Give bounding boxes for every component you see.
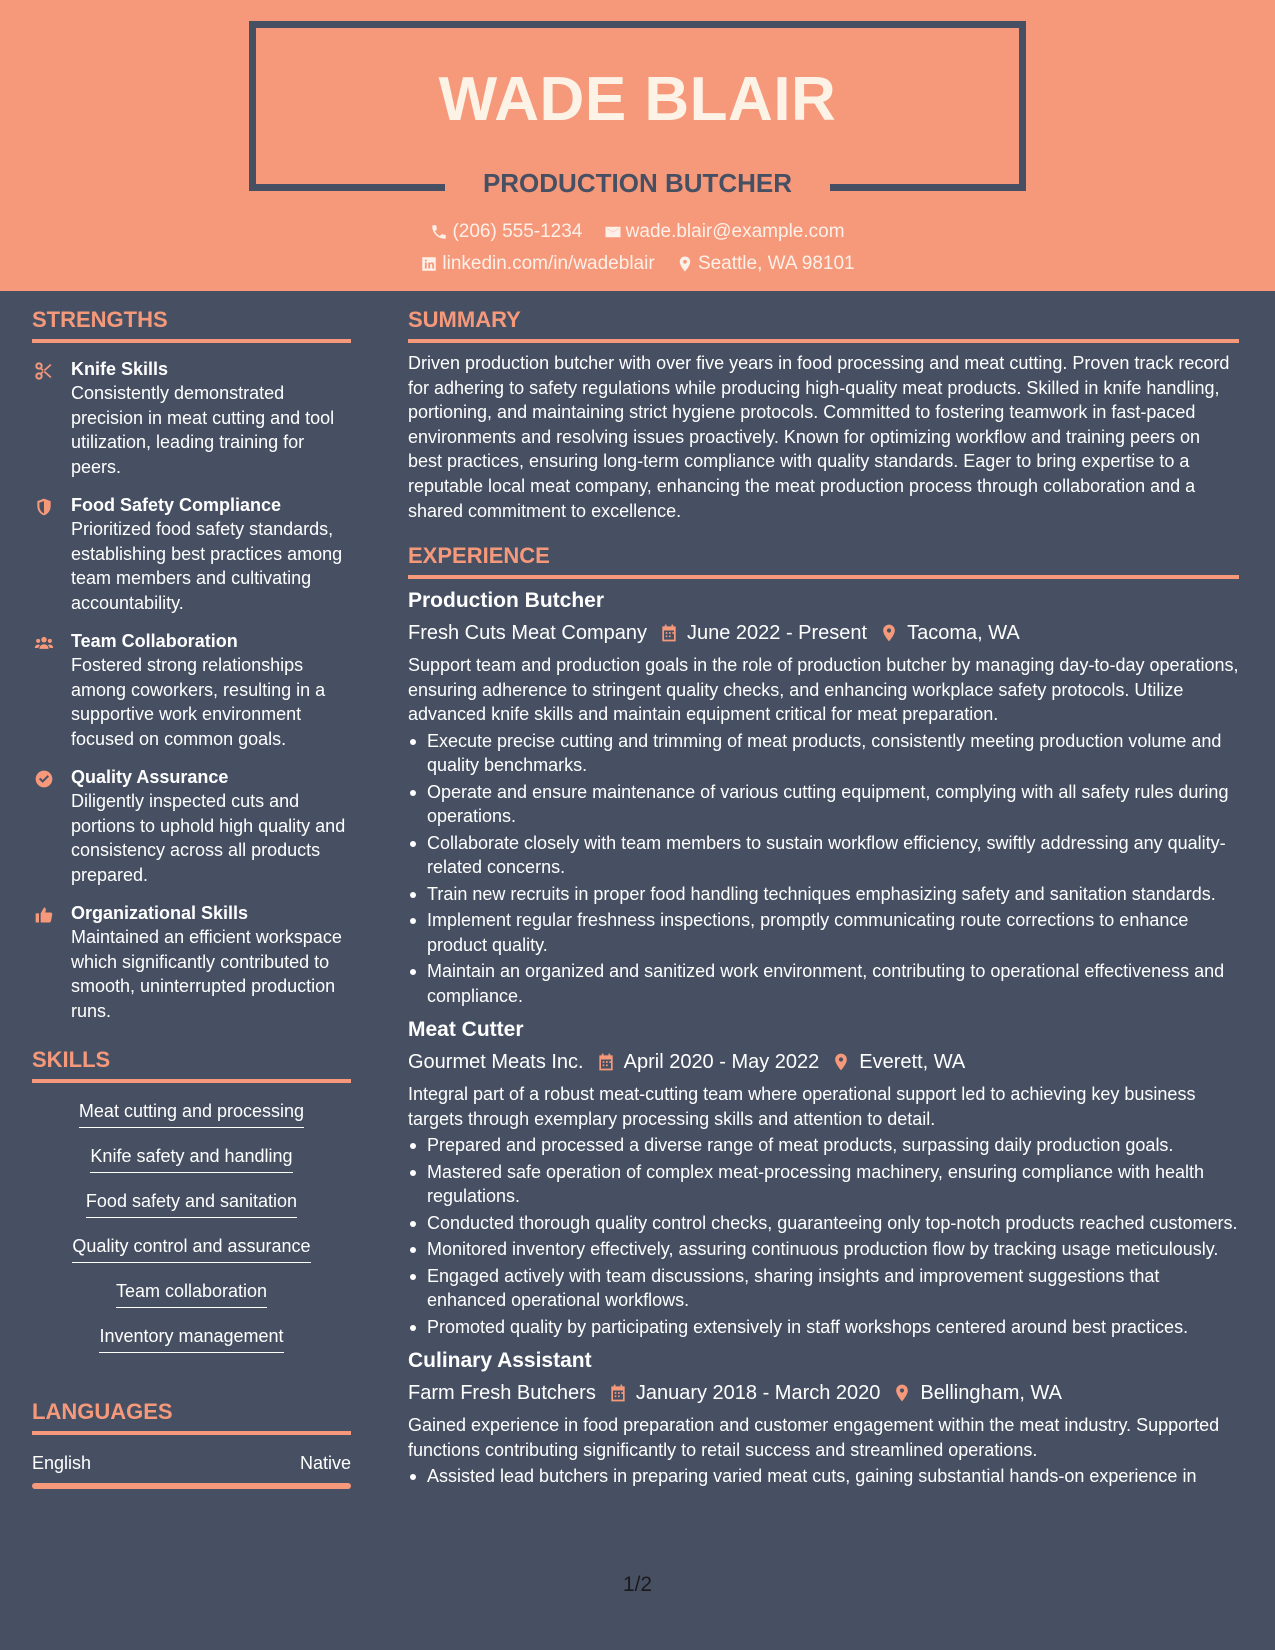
skill-label: Quality control and assurance [72,1234,310,1263]
job-bullet: Prepared and processed a diverse range of meat products, surpassing daily production goals. [408,1133,1239,1158]
job-company: Gourmet Meats Inc. [408,1051,584,1074]
users-icon [34,633,54,653]
experience-rule [408,575,1239,579]
job-bullet: Execute precise cutting and trimming of meat products, consistently meeting production volume and quality benchmarks. [408,729,1239,778]
skills-title: SKILLS [32,1047,111,1072]
phone-text: (206) 555-1234 [452,221,583,242]
email-text: wade.blair@example.com [625,221,845,242]
right-column [408,305,1239,1491]
skill-item [32,1189,351,1218]
strength-title: Quality Assurance [71,767,229,787]
language-name: English [32,1453,92,1473]
language-level: Native [299,1453,351,1473]
job-title: Meat Cutter [408,1018,524,1042]
scissors-icon [34,361,54,381]
skill-label: Team collaboration [116,1279,267,1308]
skill-label: Inventory management [99,1324,283,1353]
language-proficiency-bar [32,1483,351,1489]
languages-title: LANGUAGES [32,1399,173,1424]
phone-icon [430,223,448,241]
skill-label: Meat cutting and processing [79,1099,304,1128]
languages-rule [32,1431,351,1435]
location-contact [676,251,855,277]
job-dates: April 2020 - May 2022 [623,1051,820,1074]
strength-desc: Consistently demonstrated precision in meat cutting and tool utilization, leading training for peers. [71,383,335,477]
resume-header [0,0,1275,291]
strength-item [32,765,351,887]
summary-rule [408,339,1239,343]
skills-rule [32,1079,351,1083]
candidate-role: PRODUCTION BUTCHER [482,168,793,198]
job-bullet: Engaged actively with team discussions, sharing insights and improvement suggestions that enhanced operational workflows. [408,1264,1239,1313]
envelope-icon [604,223,622,241]
map-pin-icon [892,1383,912,1403]
job-location: Bellingham, WA [920,1382,1062,1405]
strength-item [32,493,351,615]
strength-item [32,629,351,751]
job-bullet: Conducted thorough quality control checks, guaranteeing only top-notch products reached customers. [408,1211,1239,1236]
skill-label: Food safety and sanitation [86,1189,297,1218]
map-pin-icon [831,1052,851,1072]
job-bullet: Maintain an organized and sanitized work environment, contributing to operational effectiveness and compliance. [408,959,1239,1008]
skill-item [32,1279,351,1308]
job-meta [408,619,1239,647]
phone-contact[interactable] [430,219,582,245]
strength-desc: Prioritized food safety standards, establishing best practices among team members and cultivating accountability. [71,519,343,613]
job-meta [408,1379,1239,1407]
map-pin-icon [879,623,899,643]
job-company: Fresh Cuts Meat Company [408,622,647,645]
strength-item [32,357,351,479]
job-bullet: Promoted quality by participating extensively in staff workshops centered around best practices. [408,1315,1239,1340]
skill-label: Knife safety and handling [90,1144,292,1173]
skill-item [32,1099,351,1128]
calendar-icon [608,1383,628,1403]
candidate-name: WADE BLAIR [438,65,837,134]
job-dates: January 2018 - March 2020 [635,1382,881,1405]
job-description: Support team and production goals in the role of production butcher by managing day-to-day operations, ensuring adherence to stringent quality checks, and enhancing workplace safety protocols. Utilize advanced knife skills and maintain equipment critical for meat preparation. [408,655,1239,725]
shield-icon [34,497,54,517]
location-text: Seattle, WA 98101 [697,253,855,274]
language-row [32,1451,351,1475]
job-bullet: Operate and ensure maintenance of various cutting equipment, complying with all safety rules during operations. [408,780,1239,829]
job-bullet: Mastered safe operation of complex meat-processing machinery, ensuring compliance with health regulations. [408,1160,1239,1209]
strength-title: Team Collaboration [71,631,238,651]
strength-desc: Fostered strong relationships among coworkers, resulting in a supportive work environment focused on common goals. [71,655,326,749]
job-location: Tacoma, WA [907,622,1020,645]
thumbs-up-icon [34,905,54,925]
job-bullet: Monitored inventory effectively, assuring continuous production flow by tracking usage meticulously. [408,1237,1239,1262]
job-bullets [408,1133,1239,1339]
job-bullets [408,729,1239,1009]
job-company: Farm Fresh Butchers [408,1382,596,1405]
linkedin-contact[interactable] [420,251,654,277]
contact-row-1 [0,219,1275,249]
strength-title: Organizational Skills [71,903,249,923]
strength-desc: Diligently inspected cuts and portions to uphold high quality and consistency across all products prepared. [71,791,346,885]
strengths-title: STRENGTHS [32,307,168,332]
job-title: Production Butcher [408,589,605,613]
strength-title: Knife Skills [71,359,169,379]
strengths-rule [32,339,351,343]
calendar-icon [659,623,679,643]
skill-item [32,1324,351,1353]
experience-title: EXPERIENCE [408,543,550,569]
job-bullet: Implement regular freshness inspections, promptly communicating route corrections to enhance product quality. [408,908,1239,957]
skill-item [32,1144,351,1173]
summary-title: SUMMARY [408,307,521,332]
summary-text: Driven production butcher with over five years in food processing and meat cutting. Proven track record for adhering to safety regulations while producing high-quality meat products. Skilled in knife handling, portioning, and maintaining strict hygiene protocols. Committed to fostering teamwork in fast-paced environments and resolving issues proactively. Known for optimizing workflow and training peers on best practices, ensuring long-term compliance with quality standards. Eager to bring expertise to a reputable local meat company, enhancing the meat production process through collaboration and a shared commitment to excellence. [408,353,1230,521]
calendar-icon [596,1052,616,1072]
page-number: 1/2 [622,1573,653,1596]
job-bullet: Collaborate closely with team members to sustain workflow efficiency, swiftly addressing any quality-related concerns. [408,831,1239,880]
contact-row-2 [0,251,1275,281]
job-entry [408,1347,1239,1489]
linkedin-icon [420,255,438,273]
job-bullet: Train new recruits in proper food handling techniques emphasizing safety and sanitation standards. [408,882,1239,907]
strength-title: Food Safety Compliance [71,495,282,515]
left-column [32,305,351,1489]
job-meta [408,1048,1239,1076]
strength-item [32,901,351,1023]
job-entry [408,1016,1239,1339]
job-bullets [408,1464,1239,1489]
check-circle-icon [34,769,54,789]
job-entry [408,587,1239,1008]
linkedin-text: linkedin.com/in/wadeblair [442,253,655,274]
job-bullet: Assisted lead butchers in preparing varied meat cuts, gaining substantial hands-on experience in [408,1464,1239,1489]
skill-item [32,1234,351,1263]
map-pin-icon [676,255,694,273]
job-location: Everett, WA [859,1051,966,1074]
job-description: Integral part of a robust meat-cutting team where operational support led to achieving key business targets through exemplary processing skills and attention to detail. [408,1084,1196,1129]
strength-desc: Maintained an efficient workspace which significantly contributed to smooth, uninterrupted production runs. [71,927,342,1021]
job-description: Gained experience in food preparation and customer engagement within the meat industry. Supported functions contributing significantly to retail success and streamlined operations. [408,1415,1220,1460]
job-title: Culinary Assistant [408,1349,592,1373]
job-dates: June 2022 - Present [686,622,868,645]
email-contact[interactable] [604,219,845,245]
